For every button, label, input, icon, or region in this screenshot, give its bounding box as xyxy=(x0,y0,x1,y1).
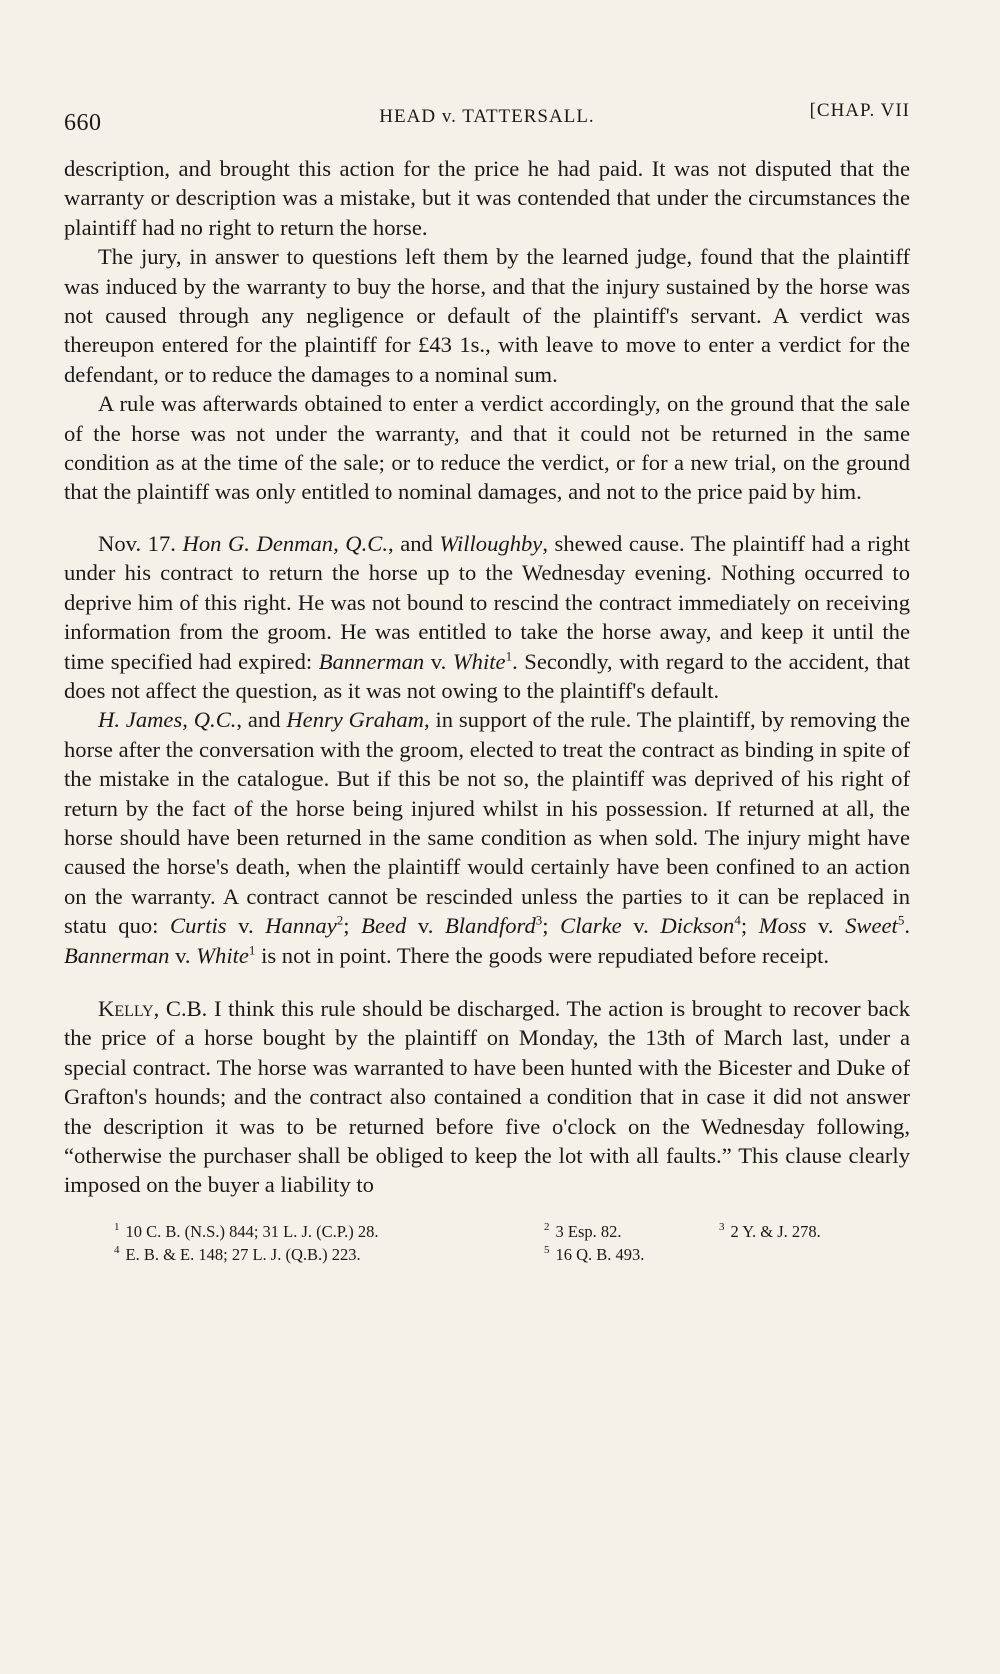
footnote xyxy=(114,1220,544,1243)
footnote-text: 10 C. B. (N.S.) 844; 31 L. J. (C.P.) 28. xyxy=(125,1221,379,1241)
footnote-mark: 3 xyxy=(719,1221,725,1234)
case-name: Bannerman xyxy=(318,648,425,674)
footnote-row xyxy=(114,1220,910,1243)
text: , and xyxy=(387,530,440,556)
footnote xyxy=(114,1243,544,1266)
text: . xyxy=(904,913,910,939)
paragraph-argument-rule: H. James, Q.C., and Henry Graham, in support of the rule. The plaintiff, by removing the horse after the conversation with the groom, elected to treat the contract as binding in spite of the mistake in the catalogue. But if this be not so, the plaintiff was deprived of his right of return by the fact of the horse being injured whilst in his possession. If returned at all, the horse should have been returned in the same condition as when sold. The injury might have caused the horse's death, when the plaintiff would certainly have been confined to an action on the warranty. A contract cannot be rescinded unless the parties to it can be replaced in statu quo: Curtis v. Hannay$^2$; Beed v. Blandford$^3$; Clarke v. Dickson$^4$; Moss v. Sweet$^5$. Bannerman v. White$^1$ is not in point. There the goods were repudiated before receipt. xyxy=(64,707,910,968)
case-name: Beed xyxy=(361,913,407,939)
chapter-label: [CHAP. VII xyxy=(809,100,910,121)
footnote-text: E. B. & E. 148; 27 L. J. (Q.B.) 223. xyxy=(125,1244,361,1264)
case-name: Moss xyxy=(758,913,807,939)
counsel-name: H. James, Q.C. xyxy=(98,707,237,733)
paragraph-argument-cause xyxy=(64,529,910,705)
footnote-mark: 2 xyxy=(544,1221,550,1234)
text: ; xyxy=(343,913,362,939)
case-name: Blandford xyxy=(444,913,536,939)
footnotes xyxy=(64,1220,910,1266)
case-name: Sweet xyxy=(845,913,898,939)
text: , shewed cause. The plaintiff had a right under his contract to return the horse up to the Wednesday evening. Nothing occurred to deprive him of this right. He was not bound to rescind the contract immediately on receiving information from the groom. He was entitled to take the horse away, and keep it until the time specified had expired: xyxy=(64,530,910,674)
text: ; xyxy=(740,913,748,939)
text: . Secondly, with regard to the accident, that does not affect the question, as it was not owing to the plaintiff's default. xyxy=(64,648,910,703)
footnote-mark: 1 xyxy=(114,1221,120,1234)
running-header xyxy=(64,100,910,140)
judge-name: Kelly xyxy=(98,995,154,1021)
case-name: Dickson xyxy=(660,913,735,939)
footnote-text: 16 Q. B. 493. xyxy=(555,1244,645,1264)
footnote-row xyxy=(114,1243,910,1266)
text: is not in point. There the goods were repudiated before receipt. xyxy=(255,942,830,968)
text: ; xyxy=(542,913,561,939)
text: , in support of the rule. The plaintiff, by removing the horse after the conversation with the groom, elected to treat the contract as binding in spite of the mistake in the catalogue. But if this be not so, the plaintiff was deprived of his right of return by the fact of the horse being injured whilst in his possession. If returned at all, the horse should have been returned in the same condition as when sold. The injury might have caused the horse's death, when the plaintiff would certainly have been confined to an action on the warranty. A contract cannot be rescinded unless the parties to it can be replaced in statu quo: xyxy=(64,707,910,939)
footnote xyxy=(719,1220,821,1243)
page-number: 660 xyxy=(64,110,102,136)
paragraph-judgment xyxy=(64,994,910,1200)
footnote-text: 2 Y. & J. 278. xyxy=(730,1221,821,1241)
footnote-text: 3 Esp. 82. xyxy=(555,1221,622,1241)
footnote-ref: 1 xyxy=(248,942,256,958)
footnote-ref: 1 xyxy=(505,647,513,663)
case-name: White xyxy=(196,942,249,968)
paragraph: A rule was afterwards obtained to enter a verdict accordingly, on the ground that the sale of the horse was not under the warranty, and that it could not be returned in the same condition as at the time of the sale; or to reduce the verdict, or for a new trial, on the ground that the plaintiff was only entitled to nominal damages, and not to the price paid by him. xyxy=(64,391,910,505)
footnote-ref: 4 xyxy=(734,912,741,928)
footnote-mark: 5 xyxy=(544,1244,550,1257)
case-name: White xyxy=(452,648,506,674)
running-title: HEAD v. TATTERSALL. xyxy=(379,106,595,127)
footnote-ref: 2 xyxy=(336,912,344,928)
counsel-name: Hon G. Denman, Q.C. xyxy=(182,530,388,556)
footnote-ref: 3 xyxy=(535,912,543,928)
case-name: Bannerman xyxy=(64,942,170,968)
footnote-mark: 4 xyxy=(114,1244,120,1257)
paragraph: description, and brought this action for the price he had paid. It was not disputed that the warranty or description was a mistake, but it was contended that under the circumstances the plaintiff had no right to return the horse. xyxy=(64,156,910,240)
body-text xyxy=(64,154,910,1200)
date: Nov. 17. xyxy=(98,530,176,556)
paragraph: The jury, in answer to questions left them by the learned judge, found that the plaintiff was induced by the warranty to buy the horse, and that the injury sustained by the horse was not caused through any negligence or default of the plaintiff's servant. A verdict was thereupon entered for the plaintiff for £43 1s., with leave to move to enter a verdict for the defendant, or to reduce the damages to a nominal sum. xyxy=(64,244,910,387)
footnote xyxy=(544,1243,719,1266)
text: , and xyxy=(236,707,287,733)
counsel-name: Henry Graham xyxy=(286,707,424,733)
footnote xyxy=(544,1220,719,1243)
footnote-ref: 5 xyxy=(897,912,905,928)
counsel-name: Willoughby xyxy=(439,530,543,556)
text: I think this rule should be discharged. The action is brought to recover back the price of a horse bought by the plaintiff on Monday, the 13th of March last, under a special contract. The horse was warranted to have been hunted with the Bicester and Duke of Grafton's hounds; and the contract also contained a condition that in case it did not answer the description it was to be returned before five o'clock on the Wednesday following, “otherwise the purchaser shall be obliged to keep the lot with all faults.” This clause clearly imposed on the buyer a liability to xyxy=(64,995,911,1198)
case-name: Hannay xyxy=(265,913,337,939)
case-name: Curtis xyxy=(170,913,227,939)
judge-title: , C.B. xyxy=(153,995,208,1021)
case-name: Clarke xyxy=(560,913,622,939)
text: v. xyxy=(424,648,453,674)
